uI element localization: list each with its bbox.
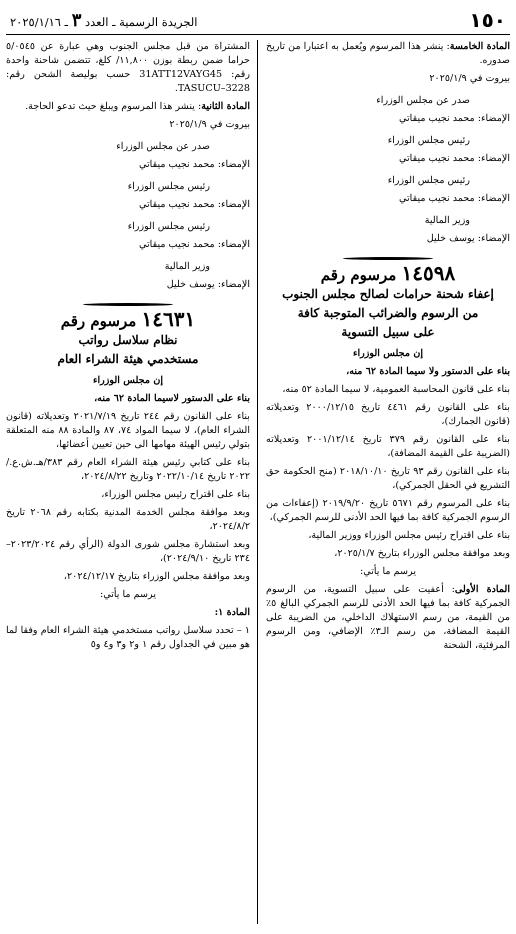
gazette-issue xyxy=(6,10,197,31)
truck-number: 31ATT12VAYG45 xyxy=(139,69,223,80)
legal-basis: بناء على القانون رقم ٣٧٩ تاريخ ٢٠٠١/١٢/١٤ وتعديلاته (الضريبة على القيمة المضافة)، xyxy=(266,434,510,459)
decree-title: نظام سلاسل رواتب xyxy=(78,333,178,347)
signature: الإمضاء: محمد نجيب ميقاتي xyxy=(139,199,250,210)
signature: الإمضاء: يوسف خليل xyxy=(426,233,510,244)
bill-of-lading-number: TASUCU–3228 xyxy=(177,83,250,94)
signature: الإمضاء: محمد نجيب ميقاتي xyxy=(399,193,510,204)
signatory-title: وزير المالية xyxy=(164,261,210,272)
issuer: إن مجلس الوزراء xyxy=(92,375,164,386)
legal-basis: بناء على الدستور ولا سيما المادة ٦٢ منه، xyxy=(346,366,510,377)
legal-basis: بناء على قانون المحاسبة العمومية، لا سيما المادة ٥٢ منه، xyxy=(282,384,510,395)
signatory-title: رئيس مجلس الوزراء xyxy=(127,221,210,232)
issue-number: ٣ xyxy=(71,9,82,31)
place-date: بيروت في ٢٠٢٥/١/٩ xyxy=(429,73,510,84)
signatory-title: رئيس مجلس الوزراء xyxy=(387,135,470,146)
gazette-title: الجريدة الرسمية ـ العدد xyxy=(85,14,198,29)
issued-by: صدر عن مجلس الوزراء xyxy=(376,95,470,106)
decree-number: ١٤٦٣١ مرسوم رقم xyxy=(60,307,196,331)
legal-basis: بناء على كتابي رئيس هيئة الشراء العام رقم ٣٨٣/هـ.ش.ع./٢٠٢٢ تاريخ ٢٠٢٢/١٠/١٤ وتاريخ ٢٠٢٤/٨/٢٢، xyxy=(6,457,250,482)
section-separator xyxy=(266,254,510,262)
page-body xyxy=(6,40,510,934)
signatory-title: رئيس مجلس الوزراء xyxy=(387,175,470,186)
decree-title: إعفاء شحنة حرامات لصالح مجلس الجنوب xyxy=(282,287,494,301)
column-divider xyxy=(257,40,258,924)
decree-title: على سبيل التسوية xyxy=(341,325,435,339)
signature: الإمضاء: محمد نجيب ميقاتي xyxy=(399,153,510,164)
decree-title: مستخدمي هيئة الشراء العام xyxy=(57,352,199,366)
decree-title: من الرسوم والضرائب المتوجبة كافة xyxy=(297,306,479,320)
legal-basis: بناء على القانون رقم ٩٣ تاريخ ٢٠١٨/١٠/١٠ (منح الحكومة حق التشريع في الحقل الجمركي)، xyxy=(266,466,510,491)
decrees-phrase: يرسم ما يأتي: xyxy=(359,566,417,577)
legal-basis: وبعد موافقة مجلس الوزراء بتاريخ ٢٠٢٥/١/٧، xyxy=(334,548,510,559)
legal-basis: وبعد استشارة مجلس شورى الدولة (الرأي رقم ٢٠٢٣/٢٠٢٤–٢٣٤ تاريخ ٢٠٢٤/٩/١٠)، xyxy=(6,539,250,564)
article-5: المادة الخامسة: ينشر هذا المرسوم ويُعمل به اعتبارا من تاريخ صدوره. xyxy=(266,41,510,66)
shipment-description: المشتراة من قبل مجلس الجنوب وهي عبارة عن ٥/٠٥٤٥ حراما ضمن ربطة بوزن ١١,٨٠٠/ كلغ، تتضمن شاحنة واحدة رقم: 31ATT12VAYG45 حسب بوليصة الشحن رقم: TASUCU–3228. xyxy=(6,41,250,94)
legal-basis: وبعد موافقة مجلس الوزراء بتاريخ ٢٠٢٤/١٢/١٧، xyxy=(63,571,250,582)
left-column xyxy=(6,40,250,656)
right-column xyxy=(266,40,510,657)
signatory-title: وزير المالية xyxy=(424,215,470,226)
article-2: المادة الثانية: ينشر هذا المرسوم ويبلغ حيث تدعو الحاجة. xyxy=(25,101,250,112)
issuer: إن مجلس الوزراء xyxy=(352,348,424,359)
signature: الإمضاء: محمد نجيب ميقاتي xyxy=(139,159,250,170)
place-date: بيروت في ٢٠٢٥/١/٩ xyxy=(169,119,250,130)
article-label: المادة ١: xyxy=(214,607,250,618)
signature: الإمضاء: يوسف خليل xyxy=(166,279,250,290)
article-1: المادة الأولى: أعفيت على سبيل التسوية، من الرسوم الجمركية كافة بما فيها الحد الأدنى للرسم الجمركي البالغ ٥٪ من القيمة، من رسم الاستهلاك الداخلي، من الضريبة على القيمة المضافة، من رسم الـ٣٪ الإضافي، ومن الرسوم المرفئية، الشحنة xyxy=(266,584,511,651)
legal-basis: بناء على القانون رقم ٤٤٦١ تاريخ ٢٠٠٠/١٢/١٥ وتعديلاته (قانون الجمارك)، xyxy=(266,402,510,427)
section-separator xyxy=(6,300,250,308)
legal-basis: بناء على اقتراح رئيس مجلس الوزراء، xyxy=(101,489,250,500)
page-number: ١٥٠ xyxy=(469,8,506,32)
decree-number: ١٤٥٩٨ مرسوم رقم xyxy=(320,261,456,285)
issued-by: صدر عن مجلس الوزراء xyxy=(116,141,210,152)
legal-basis: بناء على المرسوم رقم ٥٦٧١ تاريخ ٢٠١٩/٩/٢٠ (إعفاءات من الرسوم الجمركية كافة بما فيها الحد الأدنى للرسم الجمركي)، xyxy=(266,498,510,523)
signatory-title: رئيس مجلس الوزراء xyxy=(127,181,210,192)
article-1: ١ – تحدد سلاسل رواتب مستخدمي هيئة الشراء العام وفقا لما هو مبين في الجداول رقم ١ و٢ و٣ و٤ و٥ xyxy=(6,625,250,650)
page-header xyxy=(6,6,510,35)
signature: الإمضاء: محمد نجيب ميقاتي xyxy=(139,239,250,250)
legal-basis: وبعد موافقة مجلس الخدمة المدنية بكتابه رقم ٢٠٦٨ تاريخ ٢٠٢٤/٨/٢، xyxy=(6,507,250,532)
decrees-phrase: يرسم ما يأتي: xyxy=(99,589,157,600)
legal-basis: بناء على اقتراح رئيس مجلس الوزراء ووزير المالية، xyxy=(308,530,510,541)
legal-basis: بناء على القانون رقم ٢٤٤ تاريخ ٢٠٢١/٧/١٩ وتعديلاته (قانون الشراء العام)، لا سيما المواد ٧٤، ٨٧ والمادة ٨٨ منه المتعلقة بتولي رئيس الهيئة مهامها الى حين تعيين أعضائها، xyxy=(6,411,250,450)
legal-basis: بناء على الدستور لاسيما المادة ٦٢ منه، xyxy=(94,393,250,404)
signature: الإمضاء: محمد نجيب ميقاتي xyxy=(399,113,510,124)
issue-date: ـ ٢٠٢٥/١/١٦ xyxy=(10,14,69,29)
